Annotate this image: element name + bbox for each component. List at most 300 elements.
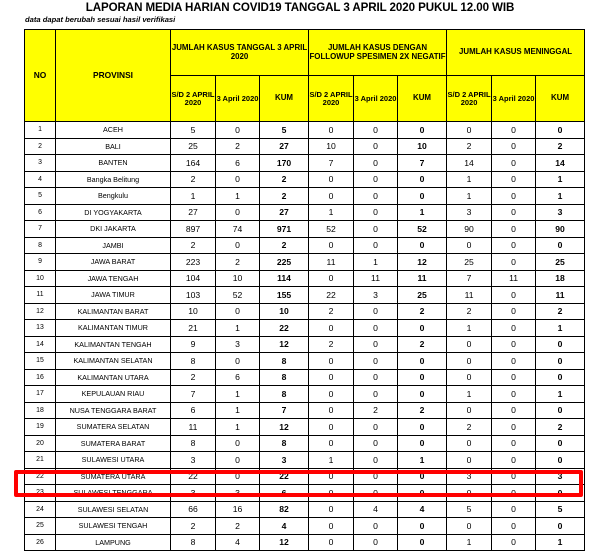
cell-kasus-kum: 6 [260, 485, 309, 502]
cell-meninggal-3april: 0 [492, 468, 536, 485]
cell-followup-sd2april: 11 [309, 254, 354, 271]
cell-followup-kum: 0 [398, 534, 447, 551]
cell-meninggal-kum: 0 [536, 369, 585, 386]
cell-meninggal-sd2april: 2 [447, 419, 492, 436]
cell-kasus-sd2april: 9 [171, 336, 216, 353]
province-name: Bangka Belitung [56, 171, 171, 188]
row-number: 26 [25, 534, 56, 551]
cell-meninggal-3april: 0 [492, 303, 536, 320]
table-row[interactable] [25, 452, 585, 469]
province-name: BALI [56, 138, 171, 155]
cell-meninggal-kum: 2 [536, 303, 585, 320]
row-number: 10 [25, 270, 56, 287]
cell-followup-sd2april: 0 [309, 402, 354, 419]
province-name: KALIMANTAN TIMUR [56, 320, 171, 337]
cell-meninggal-kum: 0 [536, 402, 585, 419]
cell-kasus-3april: 0 [216, 435, 260, 452]
table-row[interactable] [25, 485, 585, 502]
cell-meninggal-kum: 5 [536, 501, 585, 518]
cell-kasus-kum: 5 [260, 122, 309, 139]
cell-kasus-sd2april: 2 [171, 171, 216, 188]
cell-kasus-3april: 2 [216, 518, 260, 535]
cell-meninggal-kum: 0 [536, 485, 585, 502]
row-number: 4 [25, 171, 56, 188]
cell-kasus-kum: 12 [260, 534, 309, 551]
cell-followup-kum: 10 [398, 138, 447, 155]
cell-meninggal-sd2april: 1 [447, 534, 492, 551]
cell-kasus-sd2april: 8 [171, 435, 216, 452]
cell-meninggal-3april: 0 [492, 221, 536, 238]
cell-followup-sd2april: 52 [309, 221, 354, 238]
province-name: JAWA BARAT [56, 254, 171, 271]
cell-kasus-kum: 12 [260, 336, 309, 353]
cell-followup-sd2april: 0 [309, 518, 354, 535]
cell-meninggal-kum: 90 [536, 221, 585, 238]
row-number: 6 [25, 204, 56, 221]
cell-meninggal-kum: 25 [536, 254, 585, 271]
cell-kasus-kum: 4 [260, 518, 309, 535]
cell-followup-sd2april: 0 [309, 237, 354, 254]
cell-meninggal-sd2april: 0 [447, 237, 492, 254]
cell-meninggal-kum: 1 [536, 188, 585, 205]
province-name: LAMPUNG [56, 534, 171, 551]
cell-kasus-3april: 0 [216, 303, 260, 320]
cell-followup-3april: 11 [354, 270, 398, 287]
cell-kasus-3april: 2 [216, 254, 260, 271]
header-group-meninggal: JUMLAH KASUS MENINGGAL [447, 30, 585, 76]
cell-followup-kum: 1 [398, 452, 447, 469]
header-group-followup: JUMLAH KASUS DENGAN FOLLOWUP SPESIMEN 2X NEGATIF [309, 30, 447, 76]
row-number: 25 [25, 518, 56, 535]
province-name: KALIMANTAN SELATAN [56, 353, 171, 370]
cell-meninggal-3april: 0 [492, 320, 536, 337]
province-name: Bengkulu [56, 188, 171, 205]
cell-followup-sd2april: 10 [309, 138, 354, 155]
cell-followup-kum: 0 [398, 122, 447, 139]
cell-meninggal-3april: 0 [492, 419, 536, 436]
cell-meninggal-kum: 0 [536, 353, 585, 370]
table-row[interactable] [25, 155, 585, 172]
table-row[interactable] [25, 303, 585, 320]
cell-meninggal-kum: 0 [536, 518, 585, 535]
cell-kasus-kum: 155 [260, 287, 309, 304]
table-row[interactable] [25, 138, 585, 155]
header-no: NO [25, 30, 56, 122]
cell-meninggal-3april: 0 [492, 204, 536, 221]
table-row[interactable] [25, 419, 585, 436]
cell-followup-sd2april: 2 [309, 303, 354, 320]
cell-followup-3april: 2 [354, 402, 398, 419]
cell-meninggal-3april: 0 [492, 518, 536, 535]
cell-meninggal-3april: 0 [492, 534, 536, 551]
cell-kasus-sd2april: 8 [171, 534, 216, 551]
cell-followup-kum: 0 [398, 485, 447, 502]
cell-followup-kum: 0 [398, 320, 447, 337]
cell-followup-kum: 0 [398, 369, 447, 386]
cell-meninggal-kum: 2 [536, 419, 585, 436]
cell-meninggal-3april: 0 [492, 386, 536, 403]
row-number: 2 [25, 138, 56, 155]
cell-followup-3april: 0 [354, 188, 398, 205]
cell-followup-kum: 1 [398, 204, 447, 221]
table-row[interactable] [25, 534, 585, 551]
cell-followup-3april: 0 [354, 336, 398, 353]
cell-kasus-sd2april: 10 [171, 303, 216, 320]
cell-kasus-sd2april: 103 [171, 287, 216, 304]
table-row[interactable] [25, 435, 585, 452]
cell-kasus-sd2april: 11 [171, 419, 216, 436]
table-row[interactable] [25, 402, 585, 419]
cell-kasus-3april: 0 [216, 237, 260, 254]
cell-kasus-3april: 1 [216, 386, 260, 403]
cell-meninggal-sd2april: 0 [447, 485, 492, 502]
cell-meninggal-kum: 0 [536, 336, 585, 353]
cell-followup-3april: 0 [354, 204, 398, 221]
table-header [25, 30, 585, 122]
cell-kasus-sd2april: 3 [171, 485, 216, 502]
cell-kasus-3april: 1 [216, 188, 260, 205]
cell-kasus-3april: 0 [216, 353, 260, 370]
header-provinsi: PROVINSI [56, 30, 171, 122]
cell-followup-3april: 0 [354, 419, 398, 436]
province-name: KALIMANTAN UTARA [56, 369, 171, 386]
cell-followup-sd2april: 0 [309, 419, 354, 436]
cell-meninggal-3april: 0 [492, 336, 536, 353]
cell-kasus-sd2april: 25 [171, 138, 216, 155]
cell-kasus-sd2april: 2 [171, 369, 216, 386]
cell-meninggal-3april: 0 [492, 485, 536, 502]
header-meninggal-3april: 3 April 2020 [492, 76, 536, 122]
cell-kasus-sd2april: 6 [171, 402, 216, 419]
cell-kasus-3april: 52 [216, 287, 260, 304]
cell-kasus-sd2april: 1 [171, 188, 216, 205]
cell-followup-kum: 2 [398, 336, 447, 353]
cell-kasus-3april: 2 [216, 138, 260, 155]
cell-kasus-3april: 16 [216, 501, 260, 518]
row-number: 5 [25, 188, 56, 205]
table-row[interactable] [25, 204, 585, 221]
cell-kasus-3april: 0 [216, 171, 260, 188]
cell-meninggal-3april: 0 [492, 435, 536, 452]
province-name: SUMATERA BARAT [56, 435, 171, 452]
province-name: JAWA TENGAH [56, 270, 171, 287]
cell-followup-sd2april: 22 [309, 287, 354, 304]
cell-kasus-kum: 2 [260, 237, 309, 254]
cell-meninggal-kum: 1 [536, 171, 585, 188]
row-number: 13 [25, 320, 56, 337]
cell-followup-kum: 0 [398, 468, 447, 485]
cell-followup-3april: 0 [354, 122, 398, 139]
table-row[interactable] [25, 237, 585, 254]
cell-meninggal-kum: 0 [536, 122, 585, 139]
cell-meninggal-sd2april: 5 [447, 501, 492, 518]
cell-followup-3april: 0 [354, 320, 398, 337]
cell-meninggal-sd2april: 3 [447, 204, 492, 221]
cell-meninggal-3april: 0 [492, 188, 536, 205]
cell-meninggal-kum: 18 [536, 270, 585, 287]
cell-followup-sd2april: 0 [309, 386, 354, 403]
cell-meninggal-kum: 1 [536, 386, 585, 403]
province-name: SUMATERA SELATAN [56, 419, 171, 436]
cell-kasus-kum: 170 [260, 155, 309, 172]
row-number: 3 [25, 155, 56, 172]
cell-kasus-kum: 82 [260, 501, 309, 518]
cell-meninggal-sd2april: 14 [447, 155, 492, 172]
province-name: KALIMANTAN TENGAH [56, 336, 171, 353]
cell-meninggal-sd2april: 0 [447, 435, 492, 452]
header-meninggal-kum: KUM [536, 76, 585, 122]
cell-followup-kum: 0 [398, 419, 447, 436]
cell-kasus-sd2april: 104 [171, 270, 216, 287]
cell-followup-kum: 0 [398, 237, 447, 254]
row-number: 16 [25, 369, 56, 386]
cell-meninggal-3april: 0 [492, 171, 536, 188]
cell-kasus-3april: 0 [216, 452, 260, 469]
cell-kasus-kum: 3 [260, 452, 309, 469]
cell-followup-3april: 0 [354, 518, 398, 535]
cell-kasus-kum: 8 [260, 435, 309, 452]
cell-kasus-sd2april: 2 [171, 237, 216, 254]
cell-followup-kum: 25 [398, 287, 447, 304]
table-row[interactable] [25, 336, 585, 353]
cell-kasus-kum: 7 [260, 402, 309, 419]
cell-meninggal-kum: 0 [536, 237, 585, 254]
cell-kasus-3april: 10 [216, 270, 260, 287]
table-row[interactable] [25, 353, 585, 370]
province-name: DI YOGYAKARTA [56, 204, 171, 221]
cell-kasus-3april: 0 [216, 468, 260, 485]
cell-meninggal-kum: 0 [536, 452, 585, 469]
province-name: SULAWESI SELATAN [56, 501, 171, 518]
cell-meninggal-sd2april: 1 [447, 386, 492, 403]
cell-meninggal-sd2april: 7 [447, 270, 492, 287]
cell-followup-kum: 2 [398, 402, 447, 419]
cell-kasus-3april: 6 [216, 155, 260, 172]
row-number: 20 [25, 435, 56, 452]
cell-followup-kum: 52 [398, 221, 447, 238]
cell-followup-sd2april: 1 [309, 204, 354, 221]
cell-meninggal-sd2april: 1 [447, 320, 492, 337]
header-row-groups [25, 30, 585, 76]
row-number: 1 [25, 122, 56, 139]
cell-kasus-3april: 1 [216, 419, 260, 436]
cell-kasus-kum: 27 [260, 138, 309, 155]
cell-meninggal-3april: 0 [492, 237, 536, 254]
table-row[interactable] [25, 287, 585, 304]
cell-kasus-3april: 3 [216, 485, 260, 502]
cell-meninggal-3april: 0 [492, 138, 536, 155]
table-row[interactable] [25, 501, 585, 518]
cell-followup-sd2april: 0 [309, 122, 354, 139]
province-name: KEPULAUAN RIAU [56, 386, 171, 403]
table-row[interactable] [25, 270, 585, 287]
cell-kasus-3april: 4 [216, 534, 260, 551]
table-row[interactable] [25, 369, 585, 386]
cell-kasus-kum: 8 [260, 353, 309, 370]
cell-followup-3april: 0 [354, 303, 398, 320]
cell-followup-3april: 0 [354, 386, 398, 403]
cell-kasus-3april: 74 [216, 221, 260, 238]
table-row[interactable] [25, 171, 585, 188]
cell-followup-kum: 4 [398, 501, 447, 518]
cell-meninggal-kum: 14 [536, 155, 585, 172]
header-group-kasus: JUMLAH KASUS TANGGAL 3 APRIL 2020 [171, 30, 309, 76]
row-number: 17 [25, 386, 56, 403]
cell-meninggal-3april: 0 [492, 501, 536, 518]
table-row[interactable] [25, 468, 585, 485]
table-row[interactable] [25, 122, 585, 139]
page-title: LAPORAN MEDIA HARIAN COVID19 TANGGAL 3 APRIL 2020 PUKUL 12.00 WIB [85, 1, 515, 14]
province-name: JAMBI [56, 237, 171, 254]
table-row[interactable] [25, 254, 585, 271]
cell-followup-3april: 1 [354, 254, 398, 271]
cell-followup-kum: 7 [398, 155, 447, 172]
cell-followup-3april: 0 [354, 221, 398, 238]
cell-followup-3april: 0 [354, 485, 398, 502]
cell-followup-sd2april: 0 [309, 320, 354, 337]
cell-meninggal-3april: 0 [492, 353, 536, 370]
cell-followup-3april: 4 [354, 501, 398, 518]
province-name: BANTEN [56, 155, 171, 172]
row-number: 21 [25, 452, 56, 469]
cell-kasus-kum: 971 [260, 221, 309, 238]
cell-kasus-3april: 1 [216, 320, 260, 337]
cell-kasus-kum: 22 [260, 320, 309, 337]
cell-kasus-kum: 22 [260, 468, 309, 485]
cell-meninggal-kum: 1 [536, 320, 585, 337]
cell-followup-3april: 0 [354, 353, 398, 370]
row-number: 9 [25, 254, 56, 271]
cell-meninggal-kum: 11 [536, 287, 585, 304]
cell-followup-kum: 0 [398, 435, 447, 452]
cell-kasus-3april: 0 [216, 122, 260, 139]
cell-followup-sd2april: 0 [309, 485, 354, 502]
cell-kasus-3april: 1 [216, 402, 260, 419]
header-followup-3april: 3 April 2020 [354, 76, 398, 122]
cell-followup-sd2april: 0 [309, 369, 354, 386]
cell-kasus-kum: 114 [260, 270, 309, 287]
covid-cases-table [24, 29, 585, 551]
table-row[interactable] [25, 386, 585, 403]
province-name: SUMATERA UTARA [56, 468, 171, 485]
cell-kasus-sd2april: 164 [171, 155, 216, 172]
cell-followup-3april: 0 [354, 452, 398, 469]
cell-meninggal-sd2april: 1 [447, 188, 492, 205]
cell-kasus-sd2april: 66 [171, 501, 216, 518]
cell-kasus-kum: 2 [260, 171, 309, 188]
cell-followup-3april: 0 [354, 369, 398, 386]
cell-followup-sd2april: 0 [309, 468, 354, 485]
province-name: DKI JAKARTA [56, 221, 171, 238]
cell-followup-3april: 0 [354, 435, 398, 452]
cell-followup-kum: 0 [398, 518, 447, 535]
cell-followup-kum: 2 [398, 303, 447, 320]
cell-followup-kum: 0 [398, 353, 447, 370]
cell-followup-3april: 0 [354, 155, 398, 172]
province-name: SULAWESI TENGGARA [56, 485, 171, 502]
header-kasus-kum: KUM [260, 76, 309, 122]
cell-meninggal-3april: 0 [492, 155, 536, 172]
cell-meninggal-sd2april: 90 [447, 221, 492, 238]
cell-kasus-3april: 0 [216, 204, 260, 221]
cell-kasus-sd2april: 897 [171, 221, 216, 238]
table-body [25, 122, 585, 551]
cell-kasus-sd2april: 22 [171, 468, 216, 485]
table-row[interactable] [25, 188, 585, 205]
header-followup-sd2april: S/D 2 APRIL 2020 [309, 76, 354, 122]
cell-meninggal-3april: 0 [492, 254, 536, 271]
province-name: JAWA TIMUR [56, 287, 171, 304]
row-number: 15 [25, 353, 56, 370]
page-subtitle: data dapat berubah sesuai hasil verifikasi [25, 15, 176, 24]
cell-followup-sd2april: 0 [309, 534, 354, 551]
province-name: NUSA TENGGARA BARAT [56, 402, 171, 419]
cell-kasus-kum: 2 [260, 188, 309, 205]
covid-table-container [24, 29, 574, 551]
cell-kasus-sd2april: 2 [171, 518, 216, 535]
cell-meninggal-kum: 3 [536, 468, 585, 485]
cell-followup-sd2april: 7 [309, 155, 354, 172]
cell-meninggal-3april: 0 [492, 287, 536, 304]
cell-kasus-kum: 8 [260, 386, 309, 403]
cell-followup-sd2april: 0 [309, 270, 354, 287]
cell-meninggal-3april: 0 [492, 402, 536, 419]
cell-meninggal-3april: 11 [492, 270, 536, 287]
table-row[interactable] [25, 320, 585, 337]
cell-kasus-sd2april: 3 [171, 452, 216, 469]
cell-meninggal-kum: 1 [536, 534, 585, 551]
cell-followup-3april: 3 [354, 287, 398, 304]
cell-kasus-kum: 27 [260, 204, 309, 221]
cell-kasus-sd2april: 5 [171, 122, 216, 139]
cell-followup-kum: 11 [398, 270, 447, 287]
cell-meninggal-kum: 0 [536, 435, 585, 452]
cell-kasus-3april: 6 [216, 369, 260, 386]
table-row[interactable] [25, 221, 585, 238]
cell-followup-sd2april: 0 [309, 435, 354, 452]
cell-followup-sd2april: 0 [309, 501, 354, 518]
row-number: 19 [25, 419, 56, 436]
cell-meninggal-sd2april: 0 [447, 452, 492, 469]
cell-kasus-3april: 3 [216, 336, 260, 353]
header-followup-kum: KUM [398, 76, 447, 122]
row-number: 22 [25, 468, 56, 485]
cell-meninggal-sd2april: 25 [447, 254, 492, 271]
row-number: 14 [25, 336, 56, 353]
cell-meninggal-sd2april: 2 [447, 303, 492, 320]
province-name: SULAWESI TENGAH [56, 518, 171, 535]
row-number: 11 [25, 287, 56, 304]
cell-meninggal-sd2april: 0 [447, 369, 492, 386]
cell-meninggal-sd2april: 0 [447, 122, 492, 139]
cell-meninggal-sd2april: 3 [447, 468, 492, 485]
cell-followup-kum: 0 [398, 188, 447, 205]
cell-followup-3april: 0 [354, 468, 398, 485]
cell-followup-sd2april: 0 [309, 353, 354, 370]
table-row[interactable] [25, 518, 585, 535]
cell-kasus-sd2april: 8 [171, 353, 216, 370]
cell-followup-kum: 0 [398, 171, 447, 188]
cell-followup-3april: 0 [354, 237, 398, 254]
cell-kasus-sd2april: 223 [171, 254, 216, 271]
cell-kasus-kum: 12 [260, 419, 309, 436]
cell-followup-sd2april: 0 [309, 171, 354, 188]
cell-meninggal-sd2april: 0 [447, 518, 492, 535]
cell-meninggal-sd2april: 2 [447, 138, 492, 155]
row-number: 7 [25, 221, 56, 238]
cell-followup-sd2april: 2 [309, 336, 354, 353]
cell-followup-3april: 0 [354, 138, 398, 155]
